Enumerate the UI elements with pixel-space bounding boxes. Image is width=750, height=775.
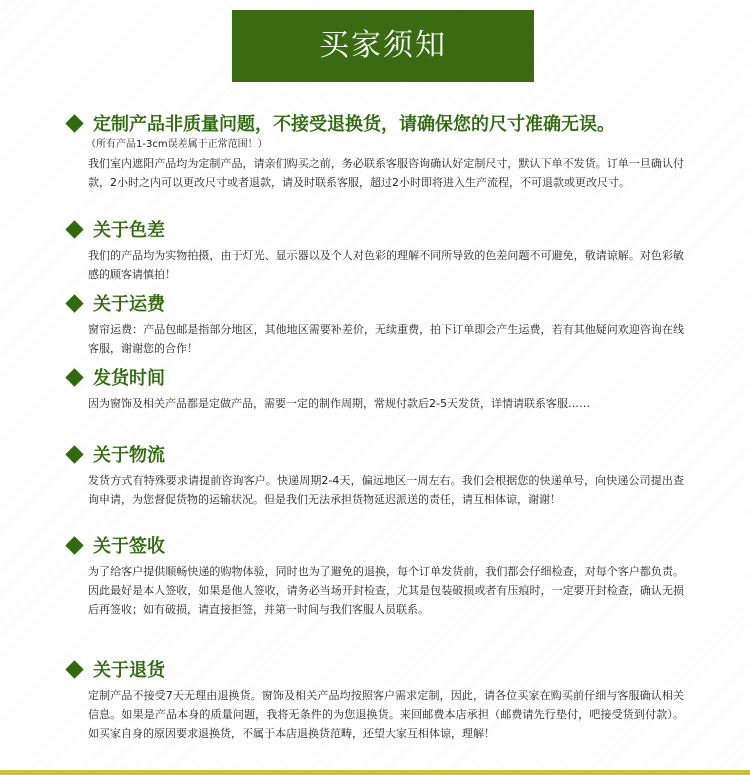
tolerance-note: （所有产品1-3cm误差属于正常范围！） (86, 139, 268, 150)
section-header (64, 656, 684, 682)
section-shipping-fee (64, 290, 684, 358)
section-signing (64, 532, 684, 619)
section-body: 我们室内遮阳产品均为定制产品，请亲们购买之前，务必联系客服咨询确认好定制尺寸，默认下单不发货。订单一旦确认付款，2小时之内可以更改尺寸或者退款，请及时联系客服，超过2小时即将进入生产流程，不可退款或更改尺寸。 (88, 157, 684, 189)
page-title: 买家须知 (319, 28, 447, 63)
bottom-accent-bar (0, 770, 750, 775)
diamond-bullet-icon (65, 445, 83, 463)
section-body: 发货方式有特殊要求请提前咨询客户。快递周期2-4天，偏远地区一周左右。我们会根据您的快递单号，向快递公司提出查询申请，为您督促货物的运输状况。但是我们无法承担货物延迟派送的责任，请互相体谅，谢谢！ (88, 474, 684, 506)
section-header (64, 290, 684, 316)
diamond-bullet-icon (65, 368, 83, 386)
section-body: 为了给客户提供顺畅快递的购物体验，同时也为了避免的退换，每个订单发货前，我们都会仔细检查，对每个客户都负责。因此最好是本人签收，如果是他人签收，请务必当场开封检查，尤其是包装破损或者有压痕时，一定要开封检查，确认无损后再签收；如有破损，请直接拒签，并第一时间与我们客服人员联系。 (88, 565, 684, 616)
section-heading: 关于退货 (93, 660, 165, 681)
section-body: 我们的产品均为实物拍摄，由于灯光、显示器以及个人对色彩的理解不同所导致的色差问题不可避免，敬请谅解。对色彩敏感的顾客请慎拍！ (88, 249, 684, 281)
page-title-banner (232, 10, 534, 82)
section-custom-products (64, 110, 684, 192)
section-heading: 关于色差 (93, 220, 165, 241)
section-heading: 关于签收 (93, 536, 165, 557)
section-header (64, 110, 684, 136)
section-header (64, 532, 684, 558)
section-heading: 定制产品非质量问题，不接受退换货，请确保您的尺寸准确无误。 (93, 114, 615, 135)
diamond-bullet-icon (65, 536, 83, 554)
section-body: 定制产品不接受7天无理由退换货。窗饰及相关产品均按照客户需求定制，因此，请各位买家在购买前仔细与客服确认相关信息。如果是产品本身的质量问题，我将无条件的为您退换货。来回邮费本店承担（邮费请先行垫付，吧接受货到付款）。如买家自身的原因要求退换货，不属于本店退换货范畴，还望大家互相体谅，理解！ (88, 689, 684, 740)
diamond-bullet-icon (65, 294, 83, 312)
section-header (64, 364, 684, 390)
section-heading: 关于运费 (93, 294, 165, 315)
diamond-bullet-icon (65, 660, 83, 678)
diamond-bullet-icon (65, 114, 83, 132)
section-color-difference (64, 216, 684, 284)
section-header (64, 216, 684, 242)
section-heading: 关于物流 (93, 445, 165, 466)
section-body: 因为窗饰及相关产品都是定做产品，需要一定的制作周期，常规付款后2-5天发货，详情请联系客服…… (88, 397, 590, 410)
section-logistics (64, 441, 684, 509)
section-delivery-time (64, 364, 684, 413)
section-returns (64, 656, 684, 743)
section-heading: 发货时间 (93, 368, 165, 389)
section-header (64, 441, 684, 467)
section-body: 窗帘运费：产品包邮是指部分地区，其他地区需要补差价，无续重费，拍下订单即会产生运费，若有其他疑问欢迎咨询在线客服，谢谢您的合作！ (88, 323, 684, 355)
diamond-bullet-icon (65, 220, 83, 238)
